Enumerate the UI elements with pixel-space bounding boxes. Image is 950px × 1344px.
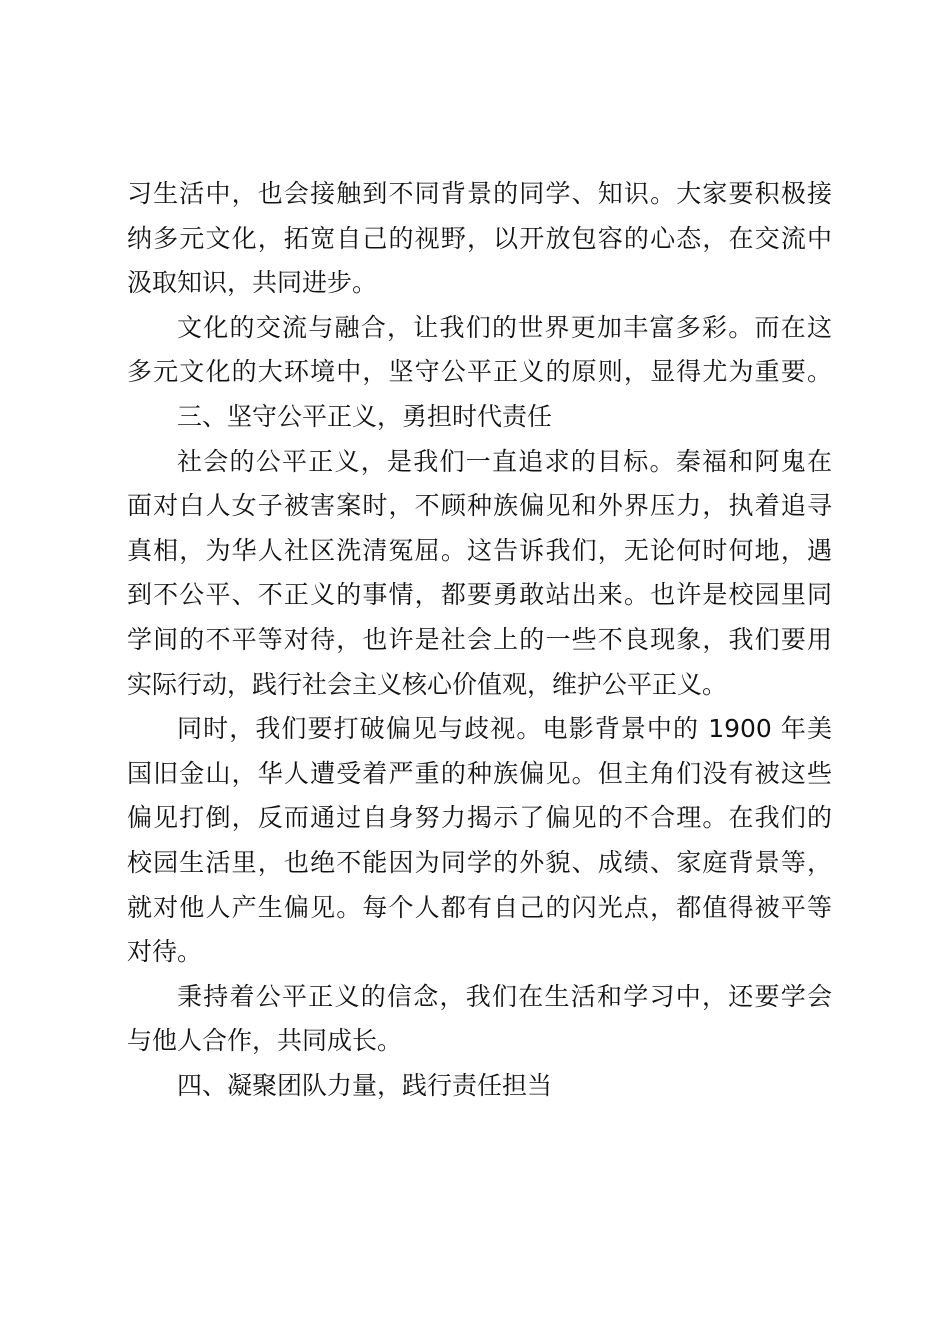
paragraph-first-line: 社会的公平正义，是我们一直追求的目标。秦福和阿鬼在 — [177, 446, 832, 476]
text-line: 国旧金山，华人遭受着严重的种族偏见。但主角们没有被这些 — [127, 758, 832, 788]
paragraph-first-line: 文化的交流与融合，让我们的世界更加丰富多彩。而在这 — [177, 312, 832, 342]
text-line: 多元文化的大环境中，坚守公平正义的原则，显得尤为重要。 — [127, 357, 832, 387]
paragraph-first-line: 秉持着公平正义的信念，我们在生活和学习中，还要学会 — [177, 981, 832, 1011]
document-page — [127, 172, 832, 1108]
text-line: 对待。 — [127, 937, 203, 967]
text-line: 与他人合作，共同成长。 — [127, 1026, 403, 1056]
text-line: 汲取知识，共同进步。 — [127, 268, 378, 298]
text-line: 习生活中，也会接触到不同背景的同学、知识。大家要积极接 — [127, 179, 832, 208]
text-line: 校园生活里，也绝不能因为同学的外貌、成绩、家庭背景等， — [127, 847, 832, 877]
section-heading-4: 四、凝聚团队力量，践行责任担当 — [177, 1070, 553, 1100]
text-line: 学间的不平等对待，也许是社会上的一些不良现象，我们要用 — [127, 624, 832, 654]
section-heading-3: 三、坚守公平正义，勇担时代责任 — [177, 401, 553, 431]
text-line: 偏见打倒，反而通过自身努力揭示了偏见的不合理。在我们的 — [127, 803, 832, 833]
text-line: 到不公平、不正义的事情，都要勇敢站出来。也许是校园里同 — [127, 580, 832, 610]
text-line: 实际行动，践行社会主义核心价值观，维护公平正义。 — [127, 669, 728, 699]
paragraph-first-line: 同时，我们要打破偏见与歧视。电影背景中的 1900 年美 — [177, 714, 832, 744]
text-line: 面对白人女子被害案时，不顾种族偏见和外界压力，执着追寻 — [127, 491, 832, 521]
text-line: 真相，为华人社区洗清冤屈。这告诉我们，无论何时何地，遇 — [127, 535, 832, 565]
text-line: 纳多元文化，拓宽自己的视野，以开放包容的心态，在交流中 — [127, 223, 832, 253]
text-line: 就对他人产生偏见。每个人都有自己的闪光点，都值得被平等 — [127, 892, 832, 922]
